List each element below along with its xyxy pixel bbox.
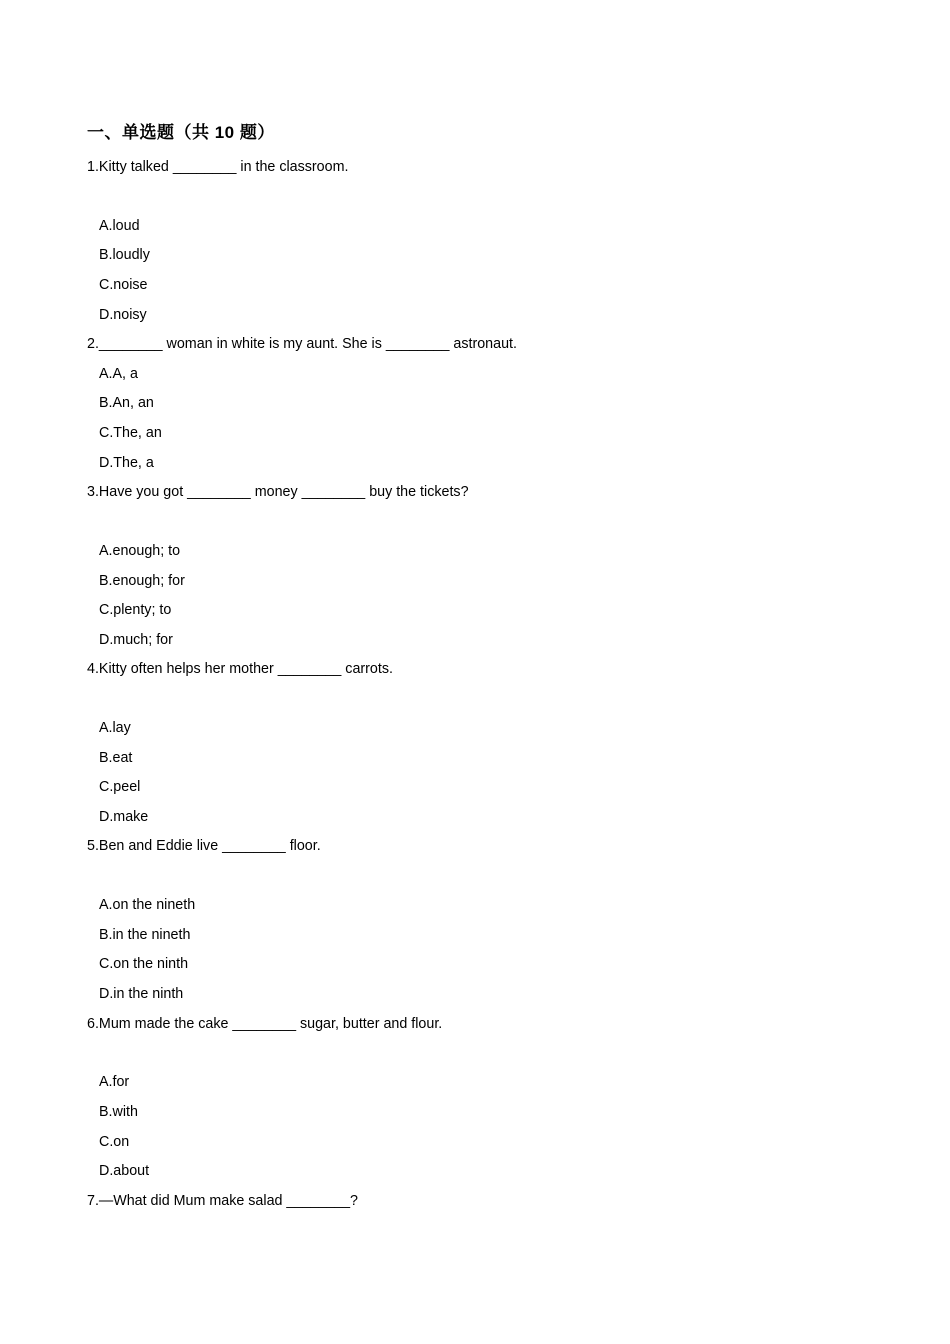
spacer [87,510,887,539]
answer-option: D.The, a [99,454,154,471]
question-6 [87,1012,887,1189]
answer-option: B.in the nineth [99,926,191,943]
question-stem: 5.Ben and Eddie live ________ floor. [87,838,321,855]
answer-option: C.plenty; to [99,602,172,619]
question-list [87,155,887,1218]
question-stem: 6.Mum made the cake ________ sugar, butter and flour. [87,1015,443,1032]
question-1 [87,155,887,332]
question-stem: 4.Kitty often helps her mother ________ carrots. [87,661,393,678]
answer-option: C.on [99,1133,130,1150]
answer-option: A.A, a [99,365,138,382]
spacer [87,185,887,214]
spacer [87,687,887,716]
answer-option: A.for [99,1074,130,1091]
answer-option: B.An, an [99,395,154,412]
question-2 [87,332,887,480]
answer-option: B.loudly [99,247,150,264]
question-stem: 7.—What did Mum make salad ________? [87,1192,358,1209]
answer-option: D.about [99,1163,150,1180]
answer-option: C.noise [99,276,148,293]
answer-option: B.with [99,1103,138,1120]
answer-option: D.noisy [99,306,147,323]
answer-option: D.make [99,808,149,825]
spacer [87,1041,887,1070]
answer-option: A.loud [99,217,140,234]
question-stem: 3.Have you got ________ money ________ buy the tickets? [87,484,469,501]
answer-option: D.in the ninth [99,986,184,1002]
question-3 [87,480,887,657]
question-4 [87,657,887,834]
question-stem: 2.________ woman in white is my aunt. She is ________ astronaut. [87,336,517,353]
question-7 [87,1189,887,1219]
section-title: 一、单选题（共 10 题） [87,123,275,142]
question-stem: 1.Kitty talked ________ in the classroom. [87,159,349,175]
answer-option: C.on the ninth [99,956,189,973]
answer-option: A.enough; to [99,542,181,559]
answer-option: A.lay [99,720,131,737]
answer-option: C.peel [99,779,141,796]
question-5 [87,834,887,1011]
spacer [87,864,887,893]
answer-option: A.on the nineth [99,897,196,914]
answer-option: D.much; for [99,631,173,648]
answer-option: C.The, an [99,424,162,441]
answer-option: B.eat [99,749,133,766]
answer-option: B.enough; for [99,572,185,589]
